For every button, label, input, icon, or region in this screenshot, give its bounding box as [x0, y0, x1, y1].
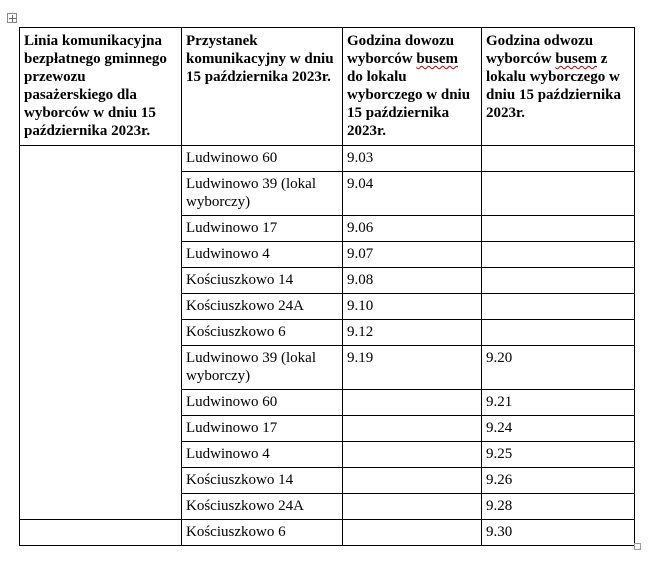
bus-schedule-table	[19, 27, 635, 546]
stop-cell[interactable]: Kościuszkowo 24A	[182, 294, 343, 320]
departure-cell[interactable]: 9.30	[482, 520, 635, 546]
departure-cell[interactable]	[482, 216, 635, 242]
departure-cell[interactable]	[482, 320, 635, 346]
arrival-cell[interactable]	[343, 416, 482, 442]
stop-cell[interactable]: Ludwinowo 4	[182, 242, 343, 268]
departure-cell[interactable]	[482, 268, 635, 294]
arrival-cell[interactable]: 9.12	[343, 320, 482, 346]
departure-cell[interactable]: 9.28	[482, 494, 635, 520]
departure-cell[interactable]: 9.25	[482, 442, 635, 468]
table-move-handle-icon[interactable]	[7, 13, 17, 23]
arrival-cell[interactable]: 9.06	[343, 216, 482, 242]
header-row	[20, 28, 635, 146]
arrival-cell[interactable]	[343, 494, 482, 520]
stop-cell[interactable]: Ludwinowo 39 (lokal wyborczy)	[182, 346, 343, 390]
stop-cell[interactable]: Kościuszkowo 24A	[182, 494, 343, 520]
arrival-cell[interactable]: 9.03	[343, 146, 482, 172]
arrival-cell[interactable]: 9.07	[343, 242, 482, 268]
stop-cell[interactable]: Ludwinowo 17	[182, 416, 343, 442]
header-departure-text-2: z lokalu wyborczego w dniu 15 października 2023r.	[486, 51, 622, 121]
header-arrival	[343, 28, 482, 146]
stop-cell[interactable]: Ludwinowo 60	[182, 146, 343, 172]
stop-cell[interactable]: Kościuszkowo 14	[182, 468, 343, 494]
arrival-cell[interactable]: 9.10	[343, 294, 482, 320]
arrival-cell[interactable]: 9.04	[343, 172, 482, 216]
line-cell[interactable]	[20, 520, 182, 546]
arrival-cell[interactable]: 9.19	[343, 346, 482, 390]
arrival-cell[interactable]	[343, 468, 482, 494]
stop-cell[interactable]: Ludwinowo 4	[182, 442, 343, 468]
stop-cell[interactable]: Ludwinowo 39 (lokal wyborczy)	[182, 172, 343, 216]
stop-cell[interactable]: Kościuszkowo 14	[182, 268, 343, 294]
arrival-cell[interactable]: 9.08	[343, 268, 482, 294]
departure-cell[interactable]	[482, 172, 635, 216]
arrival-cell[interactable]	[343, 520, 482, 546]
departure-cell[interactable]: 9.24	[482, 416, 635, 442]
header-arrival-text-1: Godzina dowozu wyborców	[347, 33, 455, 67]
stop-cell[interactable]: Kościuszkowo 6	[182, 520, 343, 546]
header-departure-text-1: Godzina odwozu wyborców	[486, 33, 594, 67]
line-cell[interactable]	[20, 146, 182, 520]
stop-cell[interactable]: Kościuszkowo 6	[182, 320, 343, 346]
header-departure	[482, 28, 635, 146]
spellcheck-word[interactable]: busem	[555, 51, 597, 67]
table-row	[20, 146, 635, 172]
arrival-cell[interactable]	[343, 442, 482, 468]
departure-cell[interactable]	[482, 294, 635, 320]
stop-cell[interactable]: Ludwinowo 17	[182, 216, 343, 242]
table-row	[20, 520, 635, 546]
departure-cell[interactable]: 9.20	[482, 346, 635, 390]
departure-cell[interactable]: 9.21	[482, 390, 635, 416]
header-arrival-text-2: do lokalu wyborczego w dniu 15 października 2023r.	[347, 69, 471, 139]
stop-cell[interactable]: Ludwinowo 60	[182, 390, 343, 416]
departure-cell[interactable]	[482, 146, 635, 172]
departure-cell[interactable]: 9.26	[482, 468, 635, 494]
arrival-cell[interactable]	[343, 390, 482, 416]
table-resize-handle-icon[interactable]	[634, 543, 641, 550]
header-line: Linia komunikacyjna bezpłatnego gminnego przewozu pasażerskiego dla wyborców w dniu 15 października 2023r.	[20, 28, 182, 146]
spellcheck-word[interactable]: busem	[416, 51, 458, 67]
header-stop: Przystanek komunikacyjny w dniu 15 października 2023r.	[182, 28, 343, 146]
departure-cell[interactable]	[482, 242, 635, 268]
